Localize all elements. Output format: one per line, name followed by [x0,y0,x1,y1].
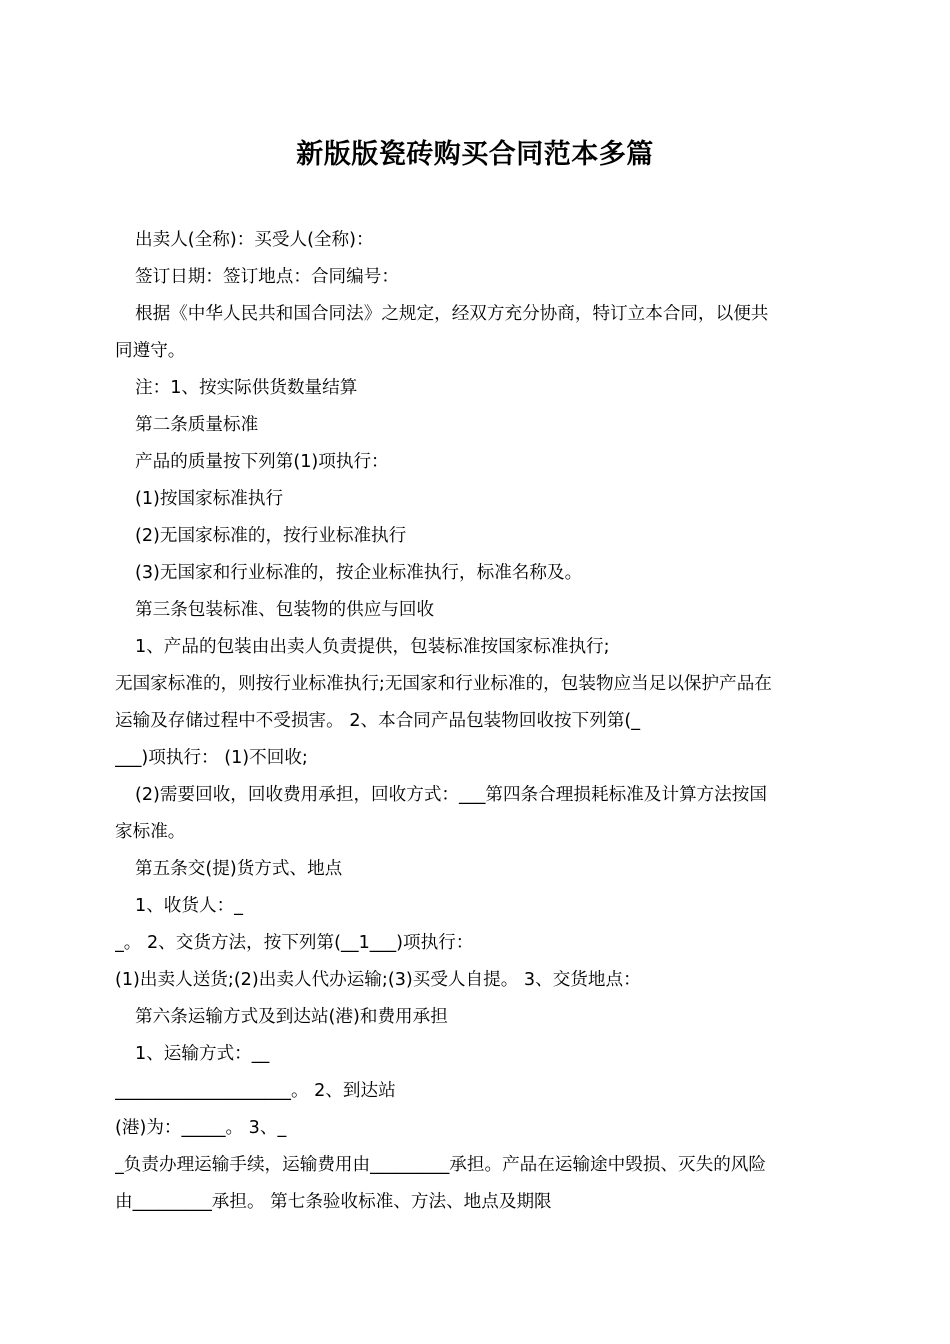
paragraph-line: ____________________。 2、到达站 [115,1081,396,1101]
paragraph-line: (港)为：_____。 3、_ [115,1118,287,1138]
paragraph-line: 签订日期：签订地点：合同编号： [135,267,399,287]
paragraph-line: (2)需要回收，回收费用承担，回收方式：___第四条合理损耗标准及计算方法按国 [135,785,767,805]
paragraph-line: 产品的质量按下列第(1)项执行： [135,452,389,472]
paragraph-line: 家标准。 [115,822,186,842]
document-title: 新版版瓷砖购买合同范本多篇 [296,139,654,170]
paragraph-line: (2)无国家标准的，按行业标准执行 [135,526,407,546]
paragraph-line: 运输及存储过程中不受损害。 2、本合同产品包装物回收按下列第(_ [115,711,641,731]
document-body [115,222,837,1221]
paragraph-line: (1)出卖人送货;(2)出卖人代办运输;(3)买受人自提。 3、交货地点： [115,970,641,990]
paragraph-line: 1、收货人：_ [135,896,243,916]
paragraph-line: ___)项执行： (1)不回收; [115,748,308,768]
paragraph-line: 第二条质量标准 [135,415,259,435]
paragraph-line: 出卖人(全称)：买受人(全称)： [135,230,374,250]
paragraph-line: 1、产品的包装由出卖人负责提供，包装标准按国家标准执行; [135,637,610,657]
paragraph-line: 由_________承担。 第七条验收标准、方法、地点及期限 [115,1192,552,1212]
paragraph-line: 第六条运输方式及到达站(港)和费用承担 [135,1007,448,1027]
paragraph-line: (1)按国家标准执行 [135,489,284,509]
paragraph-line: _。 2、交货方法，按下列第(__1___)项执行： [115,933,474,953]
paragraph-line: 注：1、按实际供货数量结算 [135,378,358,398]
paragraph-line: 第五条交(提)货方式、地点 [135,859,343,879]
paragraph-line: 同遵守。 [115,341,186,361]
paragraph-line: _负责办理运输手续，运输费用由_________承担。产品在运输途中毁损、灭失的风险 [115,1155,766,1175]
paragraph-line: (3)无国家和行业标准的，按企业标准执行，标准名称及。 [135,563,583,583]
paragraph-line: 第三条包装标准、包装物的供应与回收 [135,600,435,620]
paragraph-line: 无国家标准的，则按行业标准执行;无国家和行业标准的，包装物应当足以保护产品在 [115,674,772,694]
paragraph-line: 根据《中华人民共和国合同法》之规定，经双方充分协商，特订立本合同，以便共 [135,304,769,324]
paragraph-line: 1、运输方式：__ [135,1044,270,1064]
